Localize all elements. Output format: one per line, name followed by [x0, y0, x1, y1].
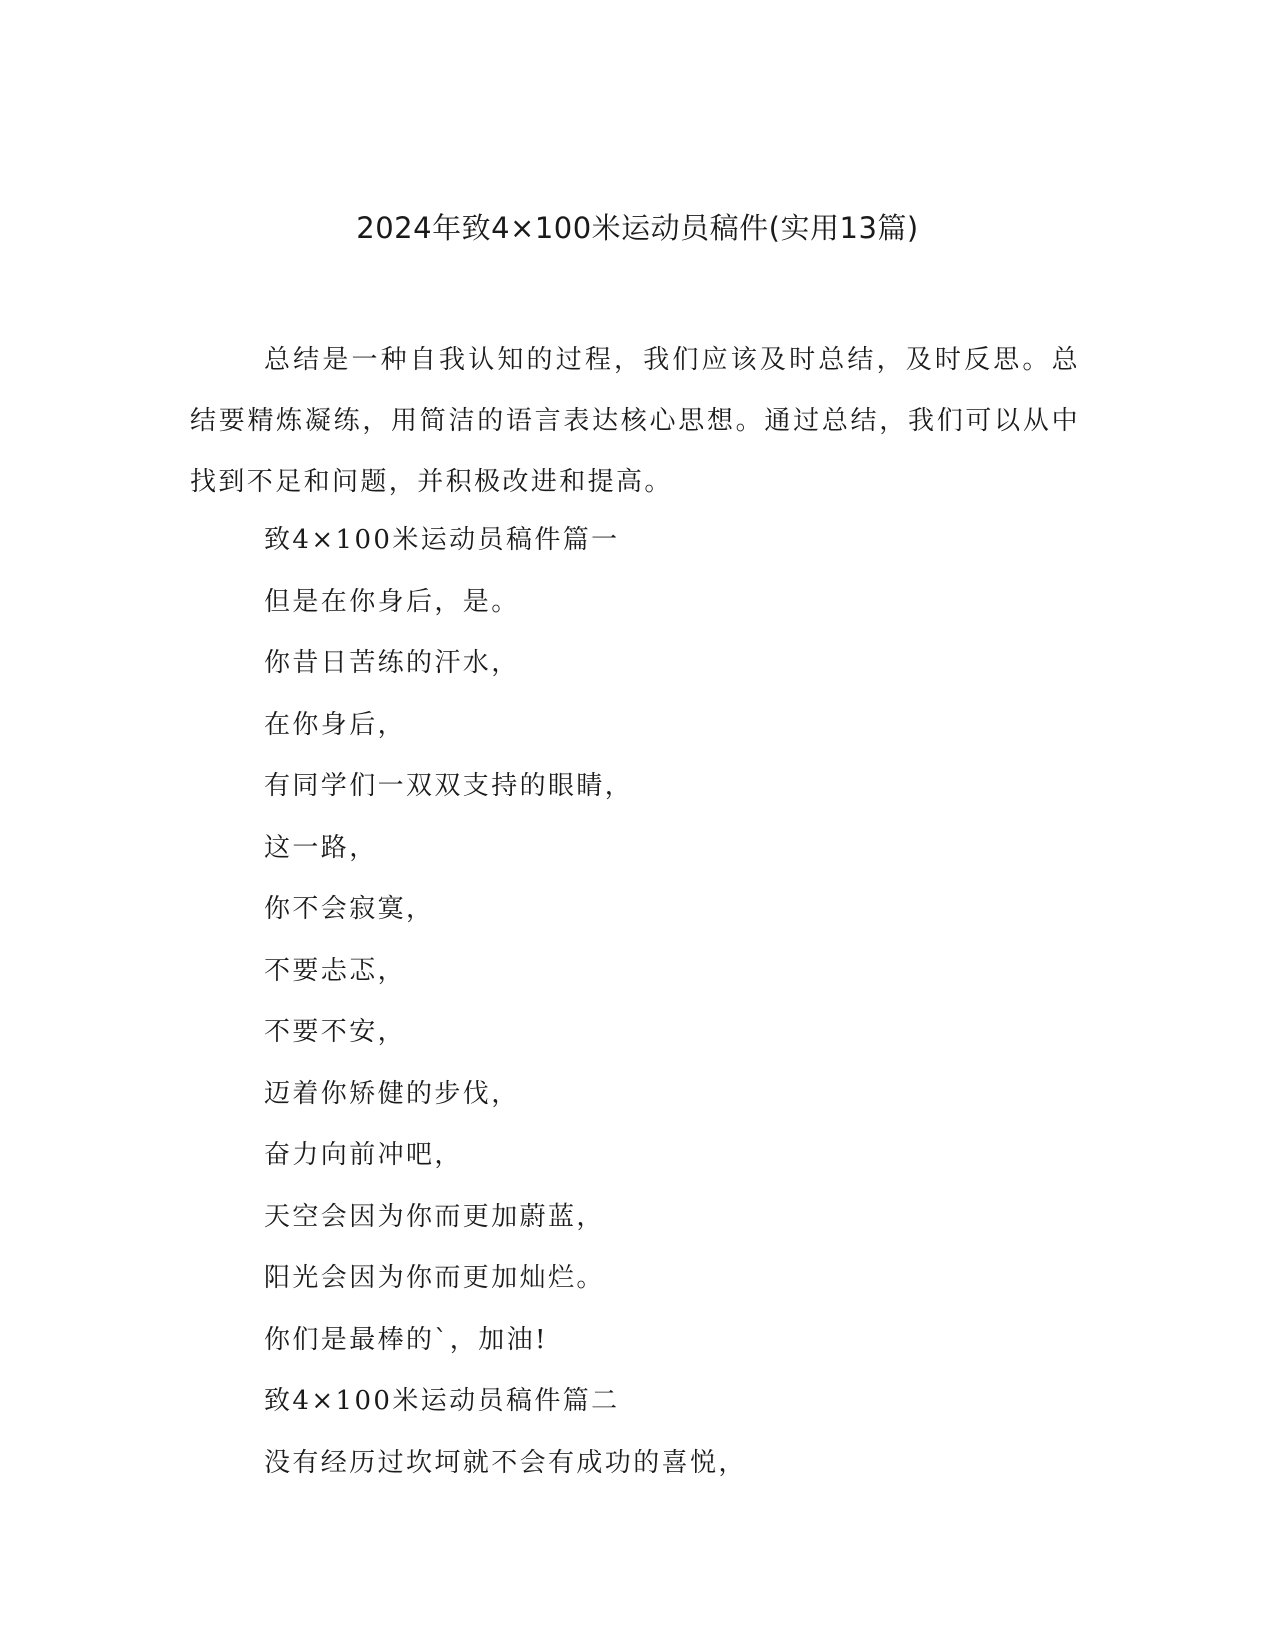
text-line: 在你身后，	[264, 709, 407, 740]
document-title: 2024年致4×100米运动员稿件(实用13篇)	[356, 211, 919, 245]
text-line: 阳光会因为你而更加灿烂。	[264, 1263, 605, 1293]
text-line: 没有经历过坎坷就不会有成功的喜悦，	[264, 1447, 747, 1478]
text-line: 你昔日苦练的汗水，	[264, 648, 520, 678]
section-heading: 致4×100米运动员稿件篇二	[264, 1386, 620, 1416]
text-line: 你不会寂寞，	[264, 894, 435, 924]
text-line: 这一路，	[264, 832, 378, 863]
poem-lines	[264, 510, 747, 1494]
text-line: 不要不安，	[264, 1017, 407, 1047]
text-line: 迈着你矫健的步伐，	[264, 1078, 520, 1109]
section-heading: 致4×100米运动员稿件篇一	[264, 525, 620, 555]
text-line: 不要忐忑，	[264, 955, 407, 986]
text-line: 天空会因为你而更加蔚蓝，	[264, 1201, 605, 1232]
text-line: 奋力向前冲吧，	[264, 1140, 463, 1170]
text-line: 但是在你身后，是。	[264, 586, 520, 617]
intro-paragraph: 总结是一种自我认知的过程，我们应该及时总结，及时反思。总结要精炼凝练，用简洁的语言表达核心思想。通过总结，我们可以从中找到不足和问题，并积极改进和提高。	[190, 345, 1080, 497]
text-line: 你们是最棒的`，加油!	[264, 1324, 548, 1355]
text-line: 有同学们一双双支持的眼睛，	[264, 771, 634, 801]
